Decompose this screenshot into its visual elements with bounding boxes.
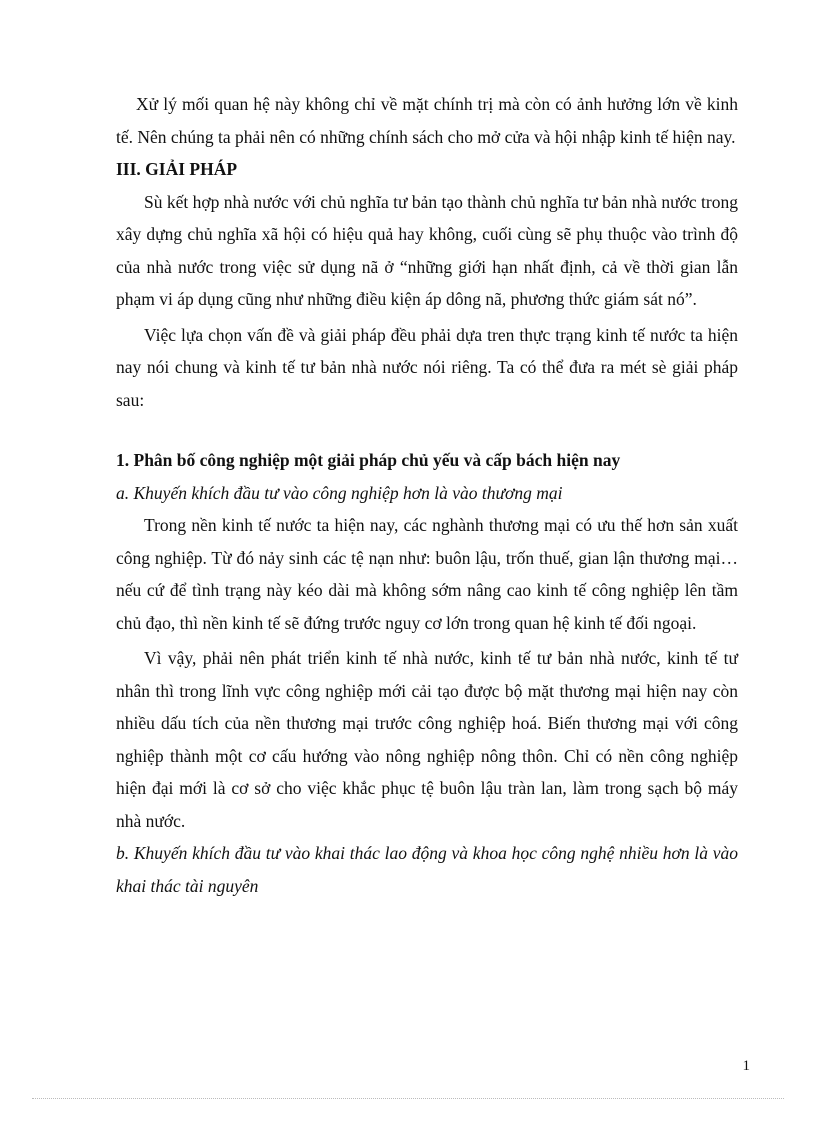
subheading-a: a. Khuyến khích đầu tư vào công nghiệp hơn là vào thương mại xyxy=(116,482,563,503)
subsection-heading-industry: 1. Phân bố công nghiệp một giải pháp chủ yếu và cấp bách hiện nay xyxy=(116,450,621,470)
paragraph-state-capitalism: Sù kết hợp nhà nước với chủ nghĩa tư bản tạo thành chủ nghĩa tư bản nhà nước trong xây dựng chủ nghĩa xã hội có hiệu quả hay không, cuối cùng sẽ phụ thuộc vào trình độ của nhà nước trong việc sử dụng nã ở “những giới hạn nhất định, cả về thời gian lẫn phạm vi áp dụng cũng như những điều kiện áp dông nã, phương thức giám sát nó”. xyxy=(116,191,739,309)
paragraph-develop-economy: Vì vậy, phải nên phát triển kinh tế nhà nước, kinh tế tư bản nhà nước, kinh tế tư nhân thì trong lĩnh vực công nghiệp mới cải tạo được bộ mặt thương mại hiện nay còn nhiều dấu tích của nền thương mại trước công nghiệp hoá. Biến thương mại với công nghiệp thành một cơ cấu hướng vào nông nghiệp nông thôn. Chỉ có nền công nghiệp hiện đại mới là cơ sở cho việc khắc phục tệ buôn lậu tràn lan, làm trong sạch bộ máy nhà nước. xyxy=(116,648,738,831)
body-text xyxy=(116,88,738,902)
paragraph-relations: Xử lý mối quan hệ này không chỉ về mặt chính trị mà còn có ảnh hưởng lớn về kinh tế. Nên chúng ta phải nên có những chính sách cho mở cửa và hội nhập kinh tế hiện nay. xyxy=(116,94,738,147)
paragraph-trade-advantage: Trong nền kinh tế nước ta hiện nay, các nghành thương mại có ưu thế hơn sản xuất công nghiệp. Từ đó nảy sinh các tệ nạn như: buôn lậu, trốn thuế, gian lận thương mại…nếu cứ để tình trạng này kéo dài mà không sớm nâng cao kinh tế công nghiệp lên tầm chủ đạo, thì nền kinh tế sẽ đứng trước nguy cơ lớn trong quan hệ kinh tế đối ngoại. xyxy=(116,515,738,633)
page-bottom-divider xyxy=(32,1098,784,1099)
paragraph-selection: Việc lựa chọn vấn đề và giải pháp đều phải dựa tren thực trạng kinh tế nước ta hiện nay nói chung và kinh tế tư bản nhà nước nói riêng. Ta có thể đưa ra mét sè giải pháp sau: xyxy=(116,324,738,410)
section-heading-solutions: III. GIẢI PHÁP xyxy=(116,159,238,179)
subheading-b: b. Khuyến khích đầu tư vào khai thác lao động và khoa học công nghệ nhiều hơn là vào khai thác tài nguyên xyxy=(116,843,738,896)
page-number: 1 xyxy=(742,1058,750,1074)
